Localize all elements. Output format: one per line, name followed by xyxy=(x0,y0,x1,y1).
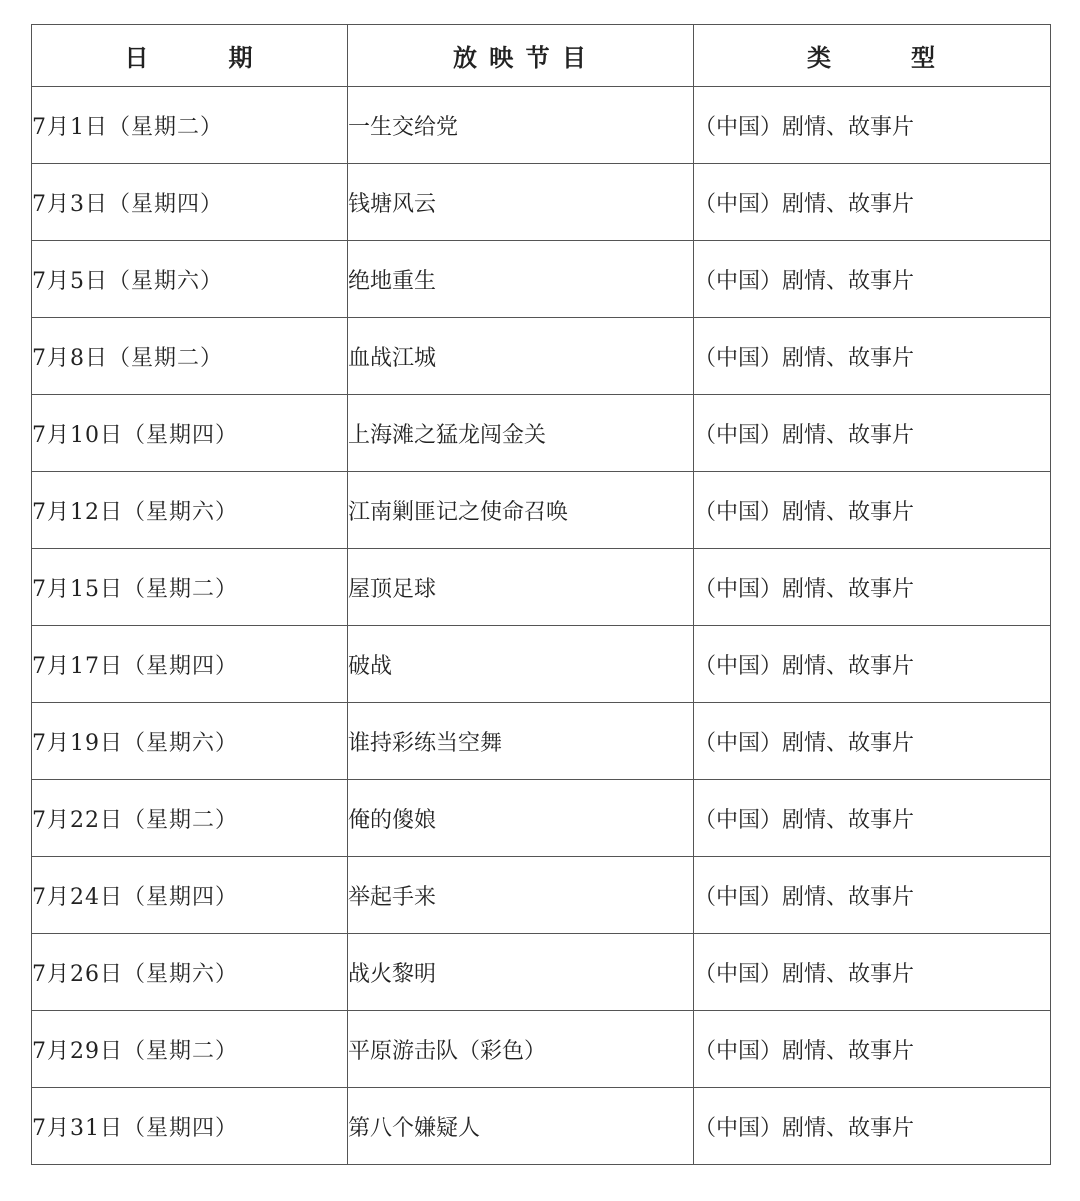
date-cell: 7月10日（星期四） xyxy=(32,395,348,472)
program-cell: 钱塘风云 xyxy=(348,164,694,241)
type-cell: （中国）剧情、故事片 xyxy=(694,164,1051,241)
program-cell: 谁持彩练当空舞 xyxy=(348,703,694,780)
date-cell: 7月15日（星期二） xyxy=(32,549,348,626)
program-cell: 一生交给党 xyxy=(348,87,694,164)
program-cell: 破战 xyxy=(348,626,694,703)
table-row xyxy=(32,241,1051,318)
program-cell: 俺的傻娘 xyxy=(348,780,694,857)
program-cell: 举起手来 xyxy=(348,857,694,934)
program-cell: 平原游击队（彩色） xyxy=(348,1011,694,1088)
date-cell: 7月3日（星期四） xyxy=(32,164,348,241)
table-row xyxy=(32,318,1051,395)
type-cell: （中国）剧情、故事片 xyxy=(694,857,1051,934)
program-cell: 战火黎明 xyxy=(348,934,694,1011)
type-cell: （中国）剧情、故事片 xyxy=(694,1088,1051,1165)
table-row xyxy=(32,164,1051,241)
date-cell: 7月29日（星期二） xyxy=(32,1011,348,1088)
table-row xyxy=(32,87,1051,164)
program-cell: 血战江城 xyxy=(348,318,694,395)
program-cell: 绝地重生 xyxy=(348,241,694,318)
table-body xyxy=(32,87,1051,1165)
table-row xyxy=(32,1011,1051,1088)
date-cell: 7月8日（星期二） xyxy=(32,318,348,395)
table-row xyxy=(32,549,1051,626)
type-cell: （中国）剧情、故事片 xyxy=(694,241,1051,318)
type-cell: （中国）剧情、故事片 xyxy=(694,318,1051,395)
date-cell: 7月19日（星期六） xyxy=(32,703,348,780)
table-row xyxy=(32,626,1051,703)
type-cell: （中国）剧情、故事片 xyxy=(694,703,1051,780)
table-row xyxy=(32,1088,1051,1165)
header-date: 日 期 xyxy=(32,25,348,87)
header-type: 类 型 xyxy=(694,25,1051,87)
table-row xyxy=(32,857,1051,934)
table-row xyxy=(32,703,1051,780)
date-cell: 7月22日（星期二） xyxy=(32,780,348,857)
type-cell: （中国）剧情、故事片 xyxy=(694,1011,1051,1088)
type-cell: （中国）剧情、故事片 xyxy=(694,472,1051,549)
program-cell: 上海滩之猛龙闯金关 xyxy=(348,395,694,472)
table-row xyxy=(32,934,1051,1011)
type-cell: （中国）剧情、故事片 xyxy=(694,934,1051,1011)
date-cell: 7月12日（星期六） xyxy=(32,472,348,549)
program-cell: 江南剿匪记之使命召唤 xyxy=(348,472,694,549)
type-cell: （中国）剧情、故事片 xyxy=(694,395,1051,472)
date-cell: 7月24日（星期四） xyxy=(32,857,348,934)
header-program: 放 映 节 目 xyxy=(348,25,694,87)
type-cell: （中国）剧情、故事片 xyxy=(694,549,1051,626)
date-cell: 7月26日（星期六） xyxy=(32,934,348,1011)
screening-schedule-table xyxy=(31,24,1051,1165)
table-row xyxy=(32,472,1051,549)
program-cell: 第八个嫌疑人 xyxy=(348,1088,694,1165)
program-cell: 屋顶足球 xyxy=(348,549,694,626)
type-cell: （中国）剧情、故事片 xyxy=(694,87,1051,164)
date-cell: 7月1日（星期二） xyxy=(32,87,348,164)
date-cell: 7月31日（星期四） xyxy=(32,1088,348,1165)
date-cell: 7月17日（星期四） xyxy=(32,626,348,703)
table-row xyxy=(32,395,1051,472)
type-cell: （中国）剧情、故事片 xyxy=(694,626,1051,703)
date-cell: 7月5日（星期六） xyxy=(32,241,348,318)
type-cell: （中国）剧情、故事片 xyxy=(694,780,1051,857)
table-row xyxy=(32,780,1051,857)
table-header-row xyxy=(32,25,1051,87)
